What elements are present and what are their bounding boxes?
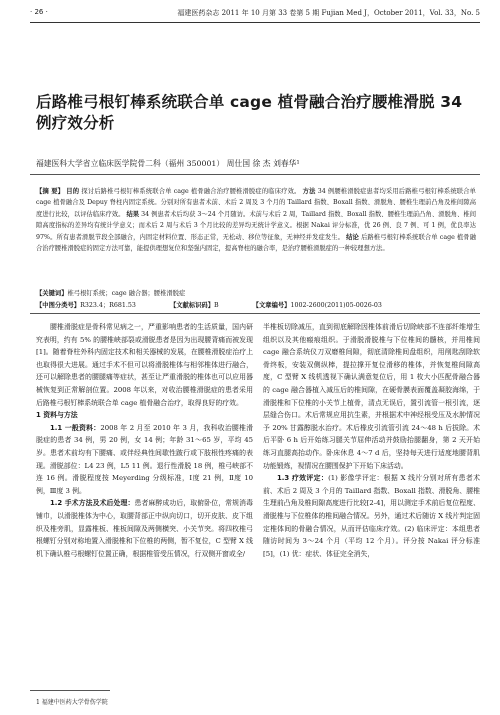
classification-line	[36, 300, 476, 309]
keywords-label: 【关键词】	[36, 290, 68, 297]
subsection-1-3-label: 1.3 疗效评定：	[277, 474, 329, 483]
article-title: 后路椎弓根钉棒系统联合单 cage 植骨融合治疗腰椎滑脱 34 例疗效分析	[36, 93, 463, 132]
subsection-1-1-text: 2008 年 2 月至 2010 年 3 月，我科收治腰椎滑脱症的患者 34 例，男 20 例，女 14 例；年龄 31～65 岁，平均 45 岁。患者术前均有下腰痛、或伴经典性间歇性跛行或下肢根性疼痛的表现。滑脱部位：L4 23 例，L5 11 例。退行性滑脱 18 例，椎弓峡部不连 16 例。滑脱程度按 Meyerding 分级标准，Ⅰ度 21 例，Ⅱ度 10 例，Ⅲ度 3 例。	[36, 423, 254, 495]
clc-label: 【中图分类号】	[36, 302, 81, 309]
footnote: 1 福建中医药大学骨伤学院	[36, 699, 108, 706]
evaluation-paragraph	[263, 472, 480, 560]
doc-code-value: B	[214, 302, 219, 309]
conclusion-text: 后路椎弓根钉棒系统联合单 cage 植骨融合治疗腰椎滑脱症的固定方法可靠，能提供理想复位和坚强内固定，提高脊柱的融合率，是治疗腰椎滑脱症的一种较理想方法。	[36, 233, 476, 253]
surgery-continued-paragraph: 半椎板切除减压，直到彻底解除因椎体前滑后切除峡部不连部纤维增生组织以及其他瘢痕组织。于滑脱滑脱椎与下位椎间的髓核，并用椎间 cage 融合系统仪刀双磨椎间隙，彻底清除椎间盘组织，用削匙刮除软骨终板，安装双侧纵棒，提拉撑开复位滑移的椎体，并恢复椎间隙高度，C 型臂 X 线机透视下确认满意复位后，用 1 枚大小匹配骨融合器的 cage 融合器植入减压后的椎间隙，在硬骨膜表面覆盖凝胶海绵，于滑脱椎和下位椎的小关节上植骨，清点无误后，置引流管一根引流，逐层缝合伤口。术后常规应用抗生素，并根据术中神经根受压及水肿情况予 20% 甘露醇脱水治疗。术后橡皮引流管引流 24～48 h 后拔除。术后平卧 6 h 后开始练习腿关节屈伸活动并鼓励抬腿翻身，第 2 天开始练习直腿高抬动作。卧床休息 4～7 d 后，坚持每天进行适度地腰背肌功能锻炼，视情况在腰围保护下开始下床活动。	[263, 323, 480, 470]
conclusion-label: 结论	[346, 233, 359, 241]
subsection-1-2-text: 患者麻醉成功后，取俯卧位，常规消毒铺巾，以滑脱椎体为中心，取腰背部正中纵向切口，切开皮肤、皮下组织及椎旁肌，显露椎板、椎板间隙及两侧横突、小关节突。将四枚椎弓根螺钉分别对称地置入滑脱椎和下位椎的两侧，暂不复位，C 型臂 X 线机下确认椎弓根螺钉位置正确，根据椎管受压情况，行双侧开窗或全/	[36, 499, 253, 558]
objective-label: 目的	[66, 188, 80, 195]
author-affiliation: 福建医科大学省立临床医学院骨二科（福州 350001） 周仕国 徐 杰 刘春华¹	[36, 159, 300, 168]
doc-code-item	[170, 302, 235, 309]
abstract-label: 【摘 要】	[36, 188, 65, 195]
clc-value: R323.4；R681.53	[80, 302, 136, 309]
article-no-label: 【文章编号】	[252, 302, 291, 309]
results-label: 结果	[126, 210, 140, 218]
intro-paragraph: 腰椎滑脱症是骨科常见病之一，严重影响患者的生活质量，国内研究表明，约有 5% 的腰椎峡部裂或滑脱患者是因为出现腰背痛而被发现[1]。随着脊柱外科内固定技术和相关器械的发展，在腰椎滑脱症治疗上也取得很大进展。通过手术不但可以将滑脱椎体与相邻椎体进行融合，还可以解除患者的腰腿痛等症状，甚至让严重滑脱的椎体也可以应用器械恢复到正常解剖位置。2008 年以来，对收治腰椎滑脱症的患者采用后路椎弓根钉棒系统联合单 cage 植骨融合治疗，取得良好的疗效。	[36, 323, 253, 407]
clc-item	[36, 302, 152, 309]
abstract	[36, 186, 476, 254]
results-text: 34 例患者术后均获 3～24 个月随访。术前与术后 2 周，Taillard 指数、Boxall 指数、腰椎生理前凸角、滑脱角、椎间隙高度指标的差异均有统计学意义；而术后 2 周与术后 3 个月比较的差异均无统计学意义。根据 Nakai 评分标准，优 26 例、良 7 例、可 1 例，优良率达 97%。所有患者滑脱节段全部融合，内固定材料位置、形态正常，无松动、移位等征象，无神经并发症发生。	[36, 210, 477, 241]
article-no-value: 1002-2600(2011)05-0026-03	[290, 302, 382, 309]
section-heading-1: 1 资料与方法	[36, 411, 78, 420]
keywords-text: 椎弓根钉系统；cage 融合器；腰椎滑脱症	[67, 290, 186, 297]
article-no-item	[253, 302, 398, 309]
subsection-1-2-label: 1.2 手术方法及术后处理：	[50, 499, 135, 508]
body-left-column	[36, 321, 253, 560]
page-number: · 26 ·	[30, 8, 48, 16]
methods-text: 34 例腰椎滑脱症患者均采用后路椎弓根钉棒系统联合单 cage 植骨融合及 Depuy 脊柱内固定系统。分别对所有患者术前、术后 2 周及 3 个月的 Taillard 指数、Boxall 指数、滑脱角、腰椎生理前凸角及椎间隙高度进行比较，以评估临床疗效。	[36, 188, 476, 218]
keywords	[36, 288, 476, 297]
body-right-column	[263, 321, 480, 560]
footnote-rule	[30, 690, 110, 691]
journal-info: 福建医药杂志 2011 年 10 月第 33 卷第 5 期 Fujian Med J，October 2011，Vol. 33，No. 5	[177, 9, 480, 17]
subsection-1-3-text: (1) 影像学评定：根据 X 线片分别对所有患者术前、术后 2 周及 3 个月的 Taillard 指数、Boxall 指数、滑脱角、腰椎生理前凸角及椎间隙高度进行比较[2-4]，用以测定手术前后复位程度、滑脱椎与下位椎体的椎间融合情况。另外，通过术后随访 X 线片判定固定椎体间的骨融合情况，从而评估临床疗效。(2) 临床评定：本组患者随访时间为 3～24 个月（平均 12 个月）。评分按 Nakai 评分标准[5]，(1) 优：症状、体征完全消失，	[263, 474, 481, 558]
doc-code-label: 【文献标识码】	[169, 302, 215, 309]
objective-text: 探讨后路椎弓根钉棒系统联合单 cage 植骨融合治疗腰椎滑脱症的临床疗效。	[81, 188, 301, 195]
running-header	[30, 8, 480, 22]
abstract-bottom-rule	[30, 313, 480, 314]
subsection-1-1-label: 1.1 一般资料：	[50, 423, 101, 432]
surgery-paragraph	[36, 497, 253, 560]
header-rule	[30, 22, 480, 23]
abstract-top-rule	[30, 174, 480, 175]
general-data-paragraph	[36, 422, 253, 498]
methods-label: 方法	[302, 188, 316, 195]
